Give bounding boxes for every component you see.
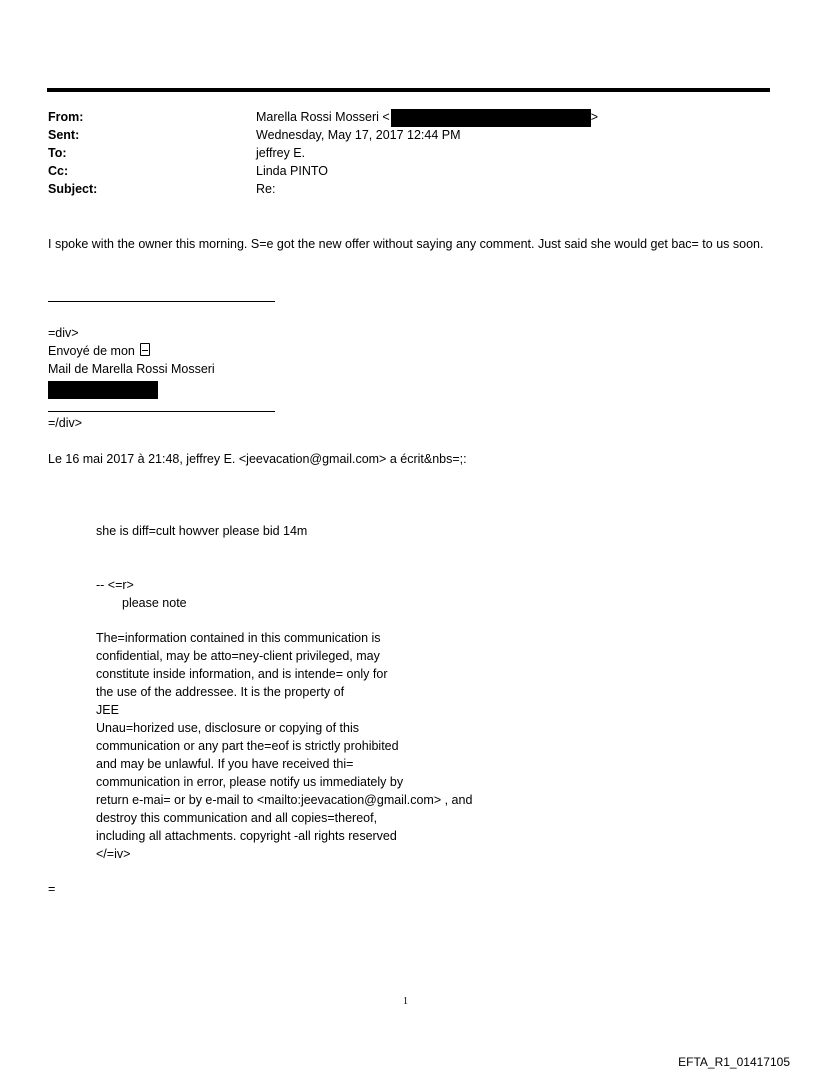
email-header: [48, 108, 598, 198]
message-paragraph: I spoke with the owner this morning. S=e got the new offer without saying any comment. Just said she would get bac= to us soon.: [48, 237, 764, 251]
from-row: [48, 108, 598, 126]
to-label: To:: [48, 146, 67, 160]
from-tail: >: [590, 110, 599, 124]
quoted-message: she is diff=cult howver please bid 14m: [96, 524, 308, 538]
disclaimer-line: return e-mai= or by e-mail to <mailto:jeevacation@gmail.com> , and: [96, 793, 473, 807]
disclaimer-line: JEE: [96, 703, 119, 717]
cc-value: Linda PINTO: [256, 164, 329, 178]
signature-dash: -- <=r>: [96, 578, 134, 592]
disclaimer-line: communication or any part the=eof is strictly prohibited: [96, 739, 399, 753]
bates-number: EFTA_R1_01417105: [678, 1055, 790, 1069]
disclaimer-line: </=iv>: [96, 847, 131, 861]
cc-label: Cc:: [48, 164, 69, 178]
redaction-bar: [391, 109, 591, 127]
from-name: Marella Rossi Mosseri <: [256, 110, 390, 124]
envoye-line: [48, 342, 150, 360]
separator-line: [48, 411, 275, 412]
envoye-text: Envoyé de mon: [48, 344, 135, 358]
separator-line: [48, 301, 275, 302]
disclaimer-line: Unau=horized use, disclosure or copying of this: [96, 721, 359, 735]
cc-row: [48, 162, 598, 180]
subject-label: Subject:: [48, 182, 98, 196]
disclaimer-line: communication in error, please notify us immediately by: [96, 775, 404, 789]
disclaimer-line: including all attachments. copyright -all rights reserved: [96, 829, 397, 843]
div-open-text: =div>: [48, 326, 79, 340]
sent-value: Wednesday, May 17, 2017 12:44 PM: [256, 128, 461, 142]
trailing-equals: =: [48, 882, 56, 896]
to-value: jeffrey E.: [256, 146, 306, 160]
from-value: [256, 108, 598, 126]
page-number: 1: [403, 996, 408, 1007]
subject-value: Re:: [256, 182, 276, 196]
disclaimer-line: destroy this communication and all copies=thereof,: [96, 811, 378, 825]
div-close-text: =/div>: [48, 416, 83, 430]
disclaimer-line: and may be unlawful. If you have received thi=: [96, 757, 354, 771]
mail-de-text: Mail de Marella Rossi Mosseri: [48, 362, 215, 376]
from-label: From:: [48, 110, 84, 124]
disclaimer-line: the use of the addressee. It is the property of: [96, 685, 345, 699]
to-row: [48, 144, 598, 162]
redaction-bar: [48, 381, 158, 399]
subject-row: [48, 180, 598, 198]
disclaimer-line: The=information contained in this communication is: [96, 631, 381, 645]
top-rule: [47, 88, 770, 92]
quoted-intro: Le 16 mai 2017 à 21:48, jeffrey E. <jeevacation@gmail.com> a écrit&nbs=;:: [48, 452, 467, 466]
sent-label: Sent:: [48, 128, 80, 142]
sent-row: [48, 126, 598, 144]
disclaimer-line: constitute inside information, and is intende= only for: [96, 667, 388, 681]
disclaimer-block: [96, 629, 472, 863]
please-note: please note: [122, 596, 187, 610]
phone-icon: [140, 343, 150, 356]
disclaimer-line: confidential, may be atto=ney-client privileged, may: [96, 649, 380, 663]
